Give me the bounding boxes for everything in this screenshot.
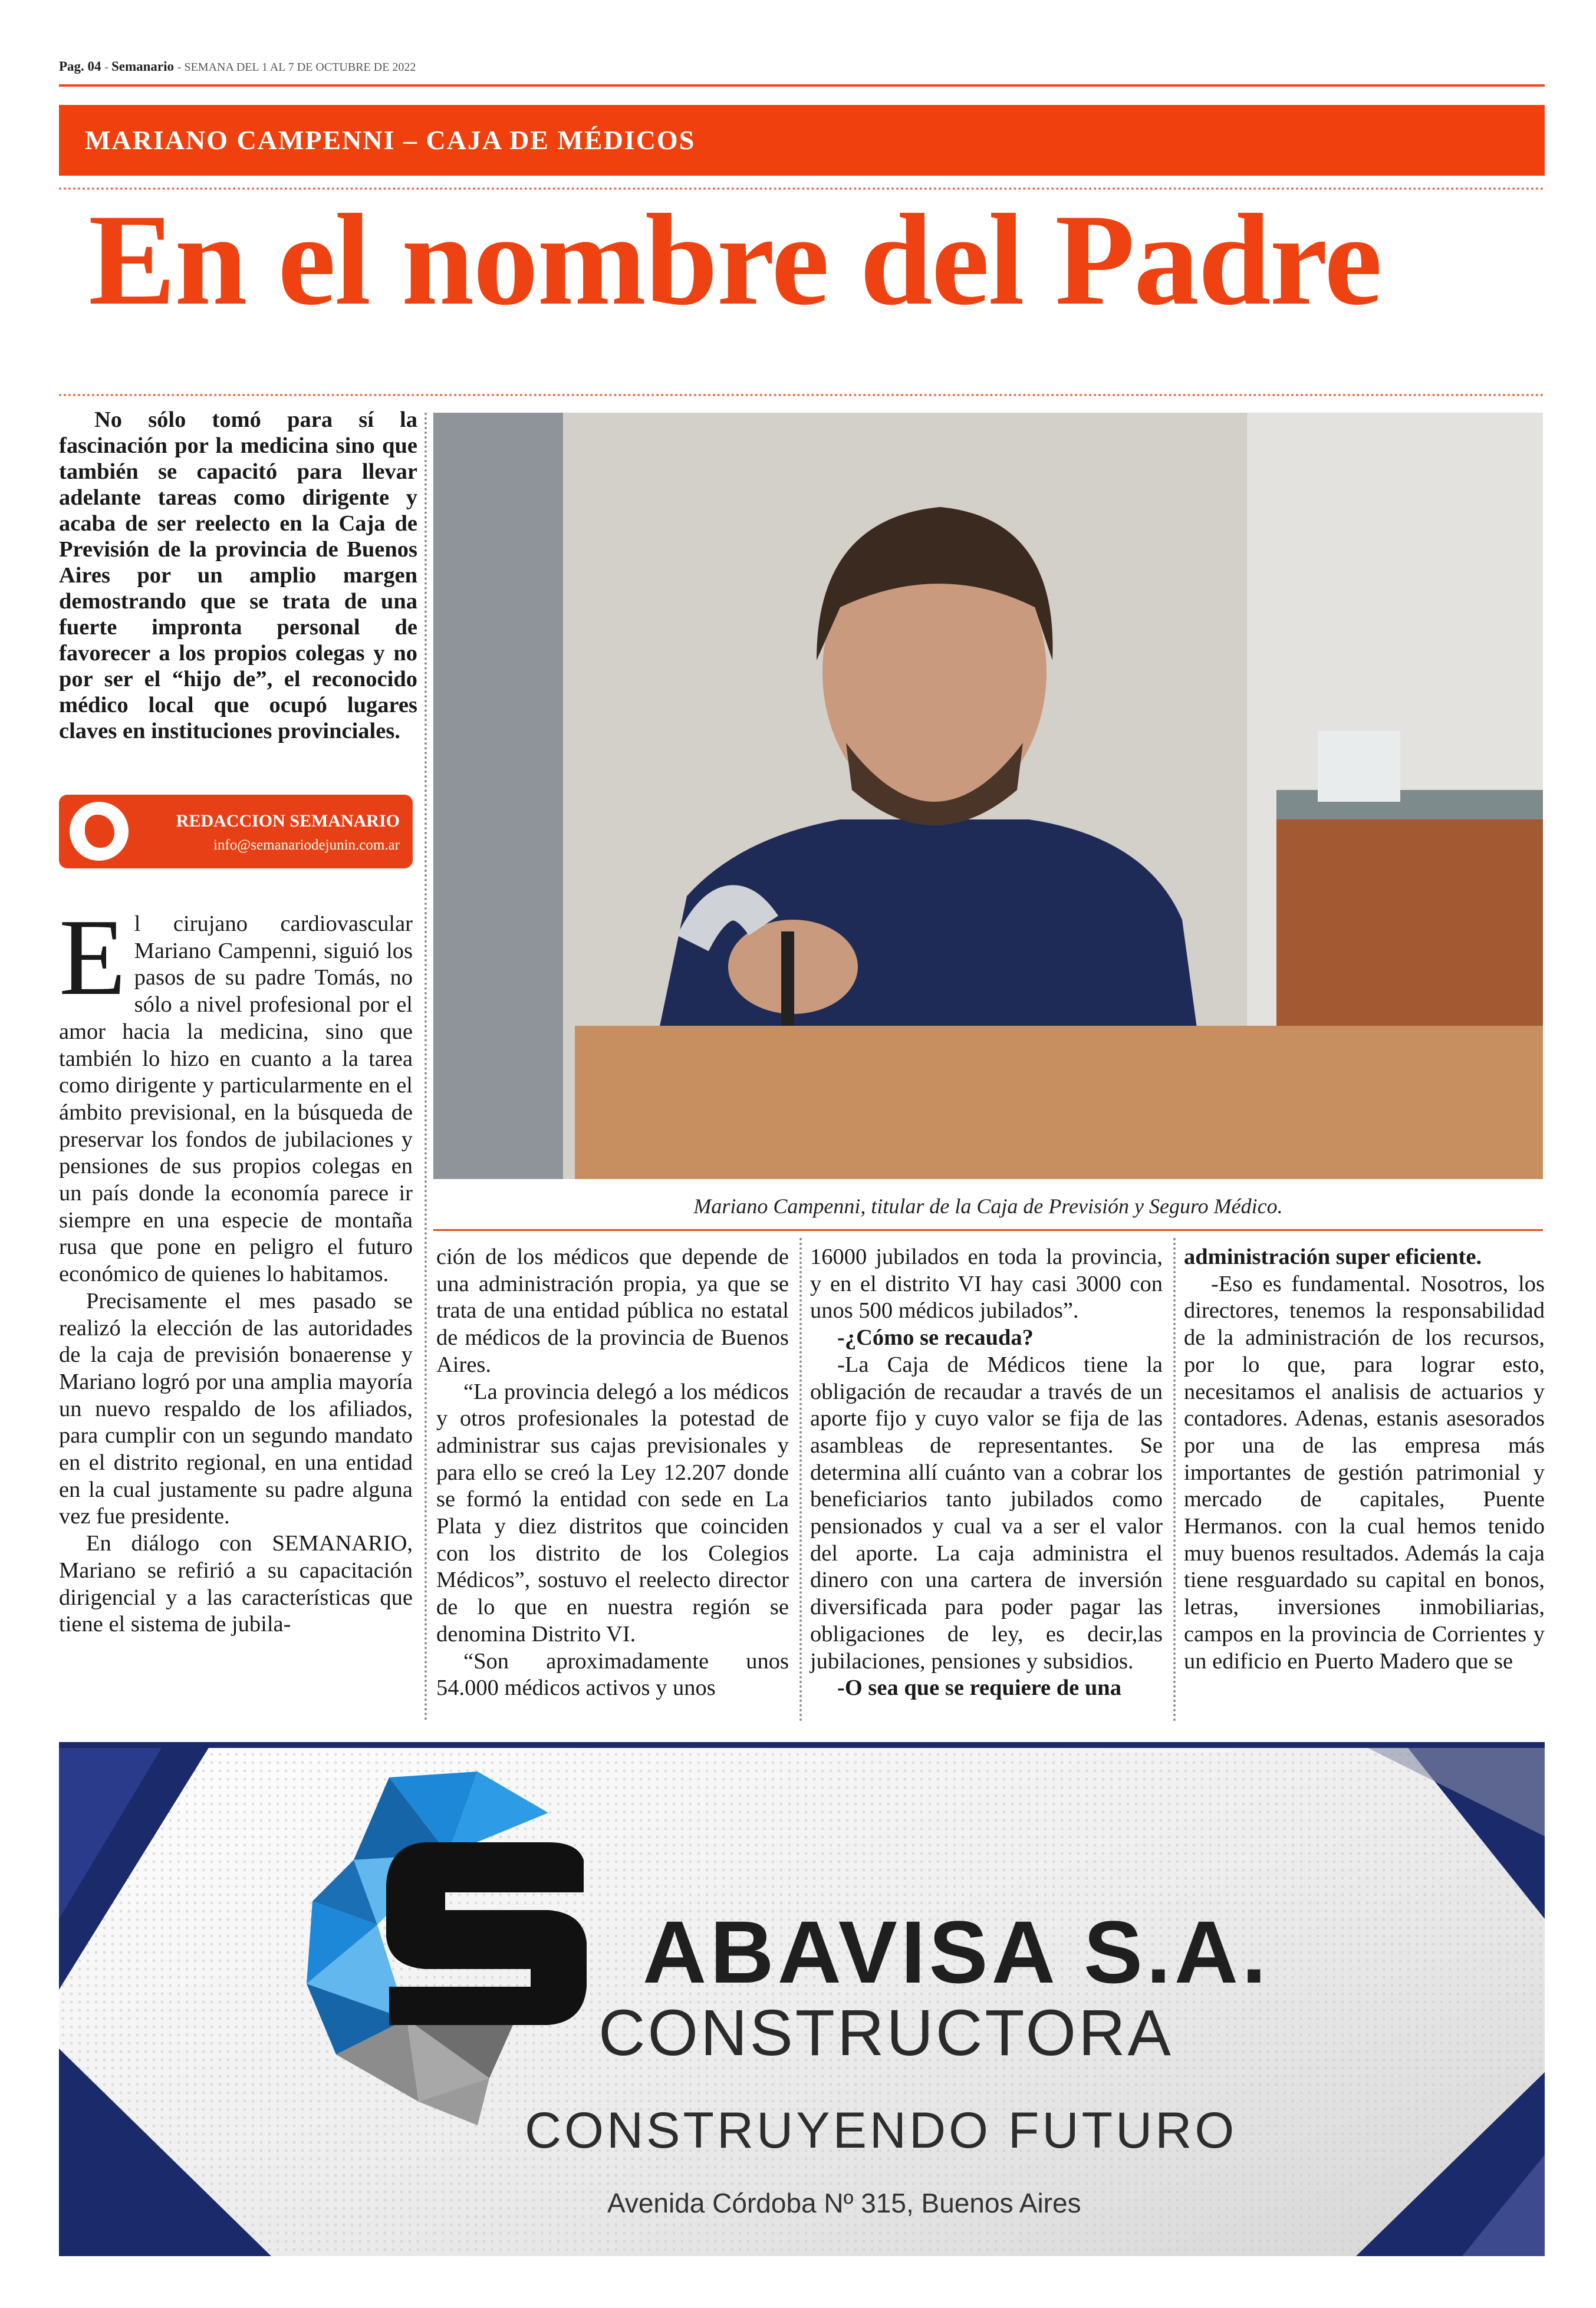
byline-name: REDACCION SEMANARIO bbox=[176, 811, 400, 831]
lead-paragraph: No sólo tomó para sí la fascinación por la medicina sino que también se capacitó para llevar adelante tareas como dirigente y acaba de ser reelecto en la Caja de Previsión de la provincia de Buenos Aires por un amplio margen demostrando que se trata de una fuerte impronta personal de favorecer a los propios colegas y no por ser el “hijo de”, el reconocido médico local que ocupó lugares claves en instituciones provinciales. bbox=[59, 407, 417, 743]
interview-question: administración super eficiente. bbox=[1184, 1244, 1482, 1269]
article-paragraph: En diálogo con SEMANARIO, Mariano se refirió a su capacitación dirigencial y a las características que tiene el sistema de jubila- bbox=[59, 1531, 413, 1637]
ad-address: Avenida Córdoba Nº 315, Buenos Aires bbox=[607, 2188, 1081, 2218]
photo-caption: Mariano Campenni, titular de la Caja de Previsión y Seguro Médico. bbox=[693, 1194, 1283, 1218]
article-column-4 bbox=[1184, 1244, 1545, 1675]
article-paragraph: 16000 jubilados en toda la provincia, y en el distrito VI hay casi 3000 con unos 500 médicos jubilados”. bbox=[810, 1244, 1163, 1323]
article-column-1 bbox=[59, 897, 413, 1638]
article-paragraph bbox=[59, 897, 413, 1288]
article-paragraph: Precisamente el mes pasado se realizó la elección de las autoridades de la caja de previsión bonaerense y Mariano logró por una amplia mayoría un nuevo respaldo de los afiliados, para cumplir con un segundo mandato en el distrito regional, en una entidad en la cual justamente su padre alguna vez fue presidente. bbox=[59, 1288, 413, 1529]
column-divider bbox=[424, 413, 427, 1721]
header-rule bbox=[59, 84, 1545, 87]
article-paragraph: -Eso es fundamental. Nosotros, los directores, tenemos la responsabilidad de la administración de los recursos, por lo que, para lograr esto, necesitamos el analisis de actuarios y contadores. Adenas, estanis asesorados por una de las empresa más importantes de gestión patrimonial y mercado de capitales, Puente Hermanos. con la cual hemos tenido muy buenos resultados. Además la caja tiene resguardado su capital en bonos, letras, inversiones inmobiliarias, campos en la provincia de Corrientes y un edificio en Puerto Madero que se bbox=[1184, 1271, 1545, 1674]
ad-slogan: CONSTRUYENDO FUTURO bbox=[525, 2102, 1238, 2159]
headline-divider bbox=[59, 394, 1545, 396]
dropcap: E bbox=[59, 897, 126, 1018]
caption-rule bbox=[433, 1229, 1543, 1231]
column-divider bbox=[1173, 1238, 1176, 1721]
article-paragraph: ción de los médicos que depende de una administración propia, ya que se trata de una entidad pública no estatal de médicos de la provincia de Buenos Aires. bbox=[436, 1244, 789, 1377]
article-column-2 bbox=[436, 1244, 789, 1702]
page-number: Pag. 04 bbox=[59, 59, 101, 74]
ad-company-type: CONSTRUCTORA bbox=[598, 1997, 1173, 2069]
article-paragraph: “Son aproximadamente unos 54.000 médicos activos y unos bbox=[436, 1648, 789, 1701]
edition-date: SEMANA DEL 1 AL 7 DE OCTUBRE DE 2022 bbox=[184, 61, 416, 74]
column-divider bbox=[799, 1238, 802, 1721]
section-bar bbox=[59, 105, 1545, 176]
paragraph-text: l cirujano cardiovascular Mariano Campenni, siguió los pasos de su padre Tomás, no sólo a nivel profesional por el amor hacia la medicina, sino que también lo hizo en cuanto a la tarea como dirigente y particularmente en el ámbito previsional, en la búsqueda de preservar los fondos de jubilaciones y pensiones de sus propios colegas en un país donde la economía parece ir siempre en una especie de montaña rusa que pone en peligro el futuro económico de quienes lo habitamos. bbox=[59, 911, 413, 1287]
byline-box bbox=[59, 795, 413, 868]
interview-question: -¿Cómo se recauda? bbox=[837, 1325, 1034, 1351]
article-column-3 bbox=[810, 1244, 1163, 1702]
article-paragraph: “La provincia delegó a los médicos y otros profesionales la potestad de administrar sus cajas previsionales y para ello se creó la Ley 12.207 donde se formó la entidad con sede en La Plata y diez distritos que coinciden con los distrito de los Colegios Médicos”, sostuvo el reelecto director de lo que en nuestra región se denomina Distrito VI. bbox=[436, 1379, 789, 1647]
semanario-logo-icon bbox=[70, 802, 129, 861]
byline-email: info@semanariodejunin.com.ar bbox=[213, 837, 400, 853]
interview-question: -O sea que se requiere de una bbox=[837, 1675, 1121, 1701]
article-paragraph: -La Caja de Médicos tiene la obligación de recaudar a través de un aporte fijo y cuyo valor se fija de las asambleas de representantes. Se determina allí cuánto van a cobrar los beneficiarios tanto jubilados como pensionados y cual va a ser el valor del aporte. La caja administra el dinero con una cartera de inversión diversificada para poder pagar las obligaciones de ley, es decir,las jubilaciones, pensiones y subsidios. bbox=[810, 1352, 1163, 1674]
ad-company-name: ABAVISA S.A. bbox=[643, 1902, 1270, 2001]
headline: En el nombre del Padre bbox=[88, 187, 1381, 332]
section-title: MARIANO CAMPENNI – CAJA DE MÉDICOS bbox=[85, 125, 696, 155]
article-photo bbox=[433, 413, 1543, 1179]
page-header: Pag. 04 - Semanario - SEMANA DEL 1 AL 7 DE OCTUBRE DE 2022 bbox=[59, 59, 416, 74]
sabavisa-logo-icon bbox=[301, 1772, 607, 2125]
photo-illustration bbox=[433, 413, 1543, 1179]
paper-name: Semanario bbox=[111, 59, 175, 74]
